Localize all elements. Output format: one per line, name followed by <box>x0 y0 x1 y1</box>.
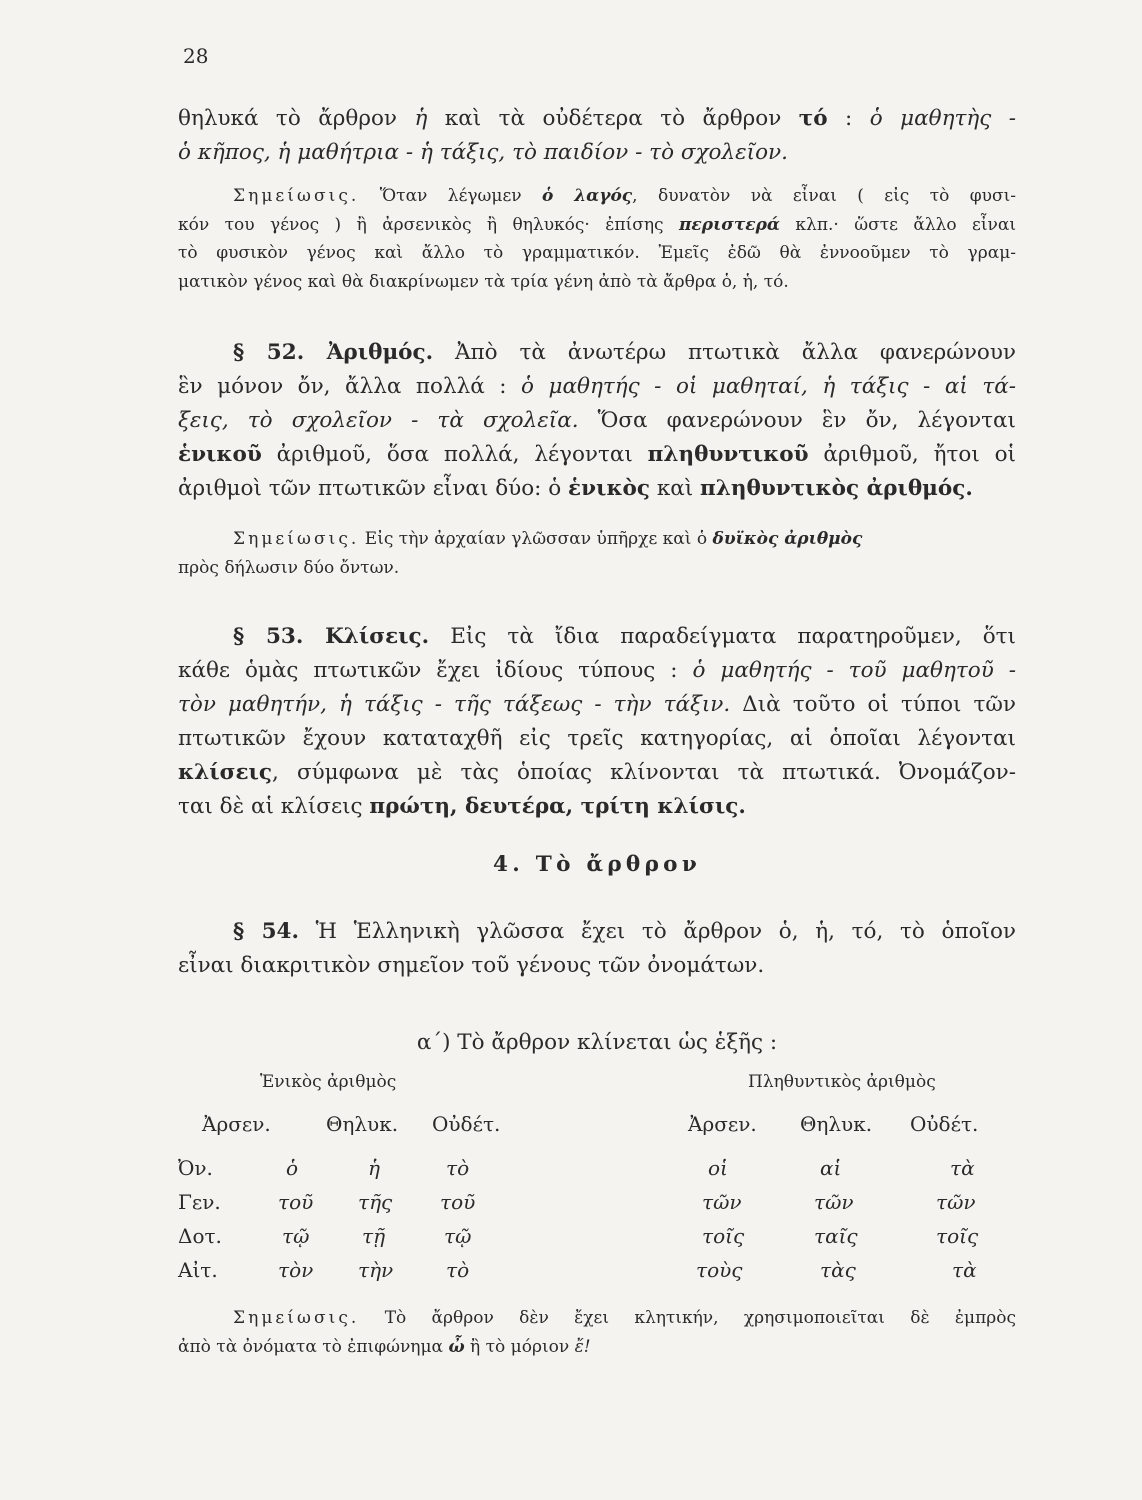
text-line: § 53. Κλίσεις. Εἰς τὰ ἴδια παραδείγματα παρατηροῦμεν, ὅτι <box>233 624 1016 649</box>
text-line: τὸ φυσικὸν γένος καὶ ἄλλο τὸ γραμματικόν. Ἐμεῖς ἐδῶ θὰ ἐννοοῦμεν τὸ γραμ- <box>178 243 1016 263</box>
sg-neuter: τὸ <box>446 1258 470 1282</box>
table-row <box>178 1156 1016 1184</box>
text-line: κόν του γένος ) ἢ ἀρσενικὸς ἢ θηλυκός· ἐπίσης περιστερά κλπ.· ὥστε ἄλλο εἶναι <box>178 214 1017 235</box>
text-line: πρὸς δήλωσιν δύο ὄντων. <box>178 557 400 578</box>
text-line: ὁ κῆπος, ἡ μαθήτρια - ἡ τάξις, τὸ παιδίον - τὸ σχολεῖον. <box>178 140 788 165</box>
note-label: Σημείωσις. <box>233 529 360 549</box>
header-masculine-sg: Ἀρσεν. <box>202 1112 271 1136</box>
pl-feminine: ταῖς <box>814 1224 858 1248</box>
text-line: ἑνικοῦ ἀριθμοῦ, ὅσα πολλά, λέγονται πληθυντικοῦ ἀριθμοῦ, ἤτοι οἱ <box>178 442 1016 467</box>
header-masculine-pl: Ἀρσεν. <box>688 1112 757 1136</box>
text-line: τὸν μαθητήν, ἡ τάξις - τῆς τάξεως - τὴν τάξιν. Διὰ τοῦτο οἱ τύποι τῶν <box>178 692 1016 717</box>
note-label: Σημείωσις. <box>233 1308 360 1328</box>
text-line: ἓν μόνον ὄν, ἄλλα πολλά : ὁ μαθητής - οἱ μαθηταί, ἡ τάξις - αἱ τά- <box>178 374 1017 399</box>
sg-neuter: τὸ <box>446 1156 470 1180</box>
text-line: ξεις, τὸ σχολεῖον - τὰ σχολεῖα. Ὅσα φανερώνουν ἓν ὄν, λέγονται <box>178 408 1016 433</box>
plural-label: Πληθυντικὸς ἀριθμὸς <box>748 1072 936 1092</box>
pl-neuter: τοῖς <box>936 1224 979 1248</box>
sg-feminine: ἡ <box>368 1156 380 1180</box>
section-53-declensions <box>178 620 1016 824</box>
sg-masculine: τοῦ <box>278 1190 314 1214</box>
pl-neuter: τῶν <box>936 1190 976 1214</box>
text-line: εἶναι διακριτικὸν σημεῖον τοῦ γένους τῶν ὀνομάτων. <box>178 953 765 978</box>
sg-masculine: ὁ <box>286 1156 299 1180</box>
text-line: θηλυκά τὸ ἄρθρον ἡ καὶ τὰ οὐδέτερα τὸ ἄρθρον τό : ὁ μαθητὴς - <box>178 106 1017 131</box>
table-row <box>178 1258 1016 1286</box>
text-line: κλίσεις, σύμφωνα μὲ τὰς ὁποίας κλίνονται τὰ πτωτικά. Ὀνομάζον- <box>178 760 1016 785</box>
table-row <box>178 1224 1016 1252</box>
sg-masculine: τὸν <box>278 1258 314 1282</box>
header-neuter-sg: Οὐδέτ. <box>432 1112 501 1136</box>
text-line: § 52. Ἀριθμός. Ἀπὸ τὰ ἀνωτέρω πτωτικὰ ἄλλα φανερώνουν <box>233 340 1016 365</box>
pl-neuter: τὰ <box>952 1258 977 1282</box>
text-line: ται δὲ αἱ κλίσεις πρώτη, δευτέρα, τρίτη κλίσις. <box>178 794 746 819</box>
sg-feminine: τῆς <box>358 1190 393 1214</box>
pl-masculine: τοῖς <box>702 1224 745 1248</box>
text-line: ἀριθμοὶ τῶν πτωτικῶν εἶναι δύο: ὁ ἑνικὸς καὶ πληθυντικὸς ἀριθμός. <box>178 476 973 501</box>
pl-masculine: οἱ <box>708 1156 728 1180</box>
text-line: ματικὸν γένος καὶ θὰ διακρίνωμεν τὰ τρία γένη ἀπὸ τὰ ἄρθρα ὁ, ἡ, τό. <box>178 271 789 292</box>
header-neuter-pl: Οὐδέτ. <box>910 1112 979 1136</box>
section-52-number <box>178 336 1016 506</box>
section-heading: § 54. <box>233 919 299 944</box>
text-line: Σημείωσις. Εἰς τὴν ἀρχαίαν γλῶσσαν ὑπῆρχε καὶ ὁ δυϊκὸς ἀριθμὸς <box>233 529 863 549</box>
pl-feminine: αἱ <box>820 1156 842 1180</box>
pl-masculine: τοὺς <box>696 1258 743 1282</box>
header-feminine-sg: Θηλυκ. <box>326 1112 399 1136</box>
sg-masculine: τῷ <box>282 1224 310 1248</box>
case-label: Γεν. <box>178 1190 221 1214</box>
sg-feminine: τῇ <box>362 1224 386 1248</box>
paragraph-genders <box>178 102 1016 170</box>
case-label: Αἰτ. <box>178 1258 218 1282</box>
pl-masculine: τῶν <box>702 1190 742 1214</box>
table-row <box>178 1190 1016 1218</box>
text-line: κάθε ὁμὰς πτωτικῶν ἔχει ἰδίους τύπους : ὁ μαθητής - τοῦ μαθητοῦ - <box>178 658 1016 683</box>
note-label: Σημείωσις. <box>233 186 360 206</box>
text-line: § 54. Ἡ Ἑλληνικὴ γλῶσσα ἔχει τὸ ἄρθρον ὁ, ἡ, τό, τὸ ὁποῖον <box>233 919 1017 944</box>
pl-feminine: τῶν <box>814 1190 854 1214</box>
table-title: α΄) Τὸ ἄρθρον κλίνεται ὡς ἑξῆς : <box>416 1030 778 1055</box>
text-line: Σημείωσις. Ὅταν λέγωμεν ὁ λαγός, δυνατὸν νὰ εἶναι ( εἰς τὸ φυσι- <box>233 186 1016 206</box>
page-number: 28 <box>183 44 209 68</box>
pl-feminine: τὰς <box>820 1258 856 1282</box>
case-label: Δοτ. <box>178 1224 222 1248</box>
sg-feminine: τὴν <box>358 1258 394 1282</box>
pl-neuter: τὰ <box>950 1156 975 1180</box>
section-heading: § 53. Κλίσεις. <box>233 624 430 649</box>
sg-neuter: τῷ <box>444 1224 472 1248</box>
header-feminine-pl: Θηλυκ. <box>800 1112 873 1136</box>
number-labels-row <box>178 1072 1016 1100</box>
sg-neuter: τοῦ <box>440 1190 476 1214</box>
case-label: Ὀν. <box>178 1156 213 1180</box>
section-54-article <box>178 915 1016 983</box>
section-heading: § 52. Ἀριθμός. <box>233 340 434 365</box>
note-gender <box>178 182 1016 296</box>
gender-header-row <box>178 1112 1016 1140</box>
note-dual <box>178 525 1016 582</box>
note-vocative <box>178 1304 1016 1361</box>
text-line: πτωτικῶν ἔχουν καταταχθῆ εἰς τρεῖς κατηγορίας, αἱ ὁποῖαι λέγονται <box>178 726 1016 751</box>
singular-label: Ἑνικὸς ἀριθμὸς <box>260 1072 397 1092</box>
text-line: ἀπὸ τὰ ὀνόματα τὸ ἐπιφώνημα ὦ ἢ τὸ μόριον ἔ! <box>178 1336 591 1357</box>
text-line: Σημείωσις. Τὸ ἄρθρον δὲν ἔχει κλητικήν, χρησιμοποιεῖται δὲ ἐμπρὸς <box>233 1308 1016 1328</box>
chapter-heading: 4. Τὸ ἄρθρον <box>492 852 702 877</box>
